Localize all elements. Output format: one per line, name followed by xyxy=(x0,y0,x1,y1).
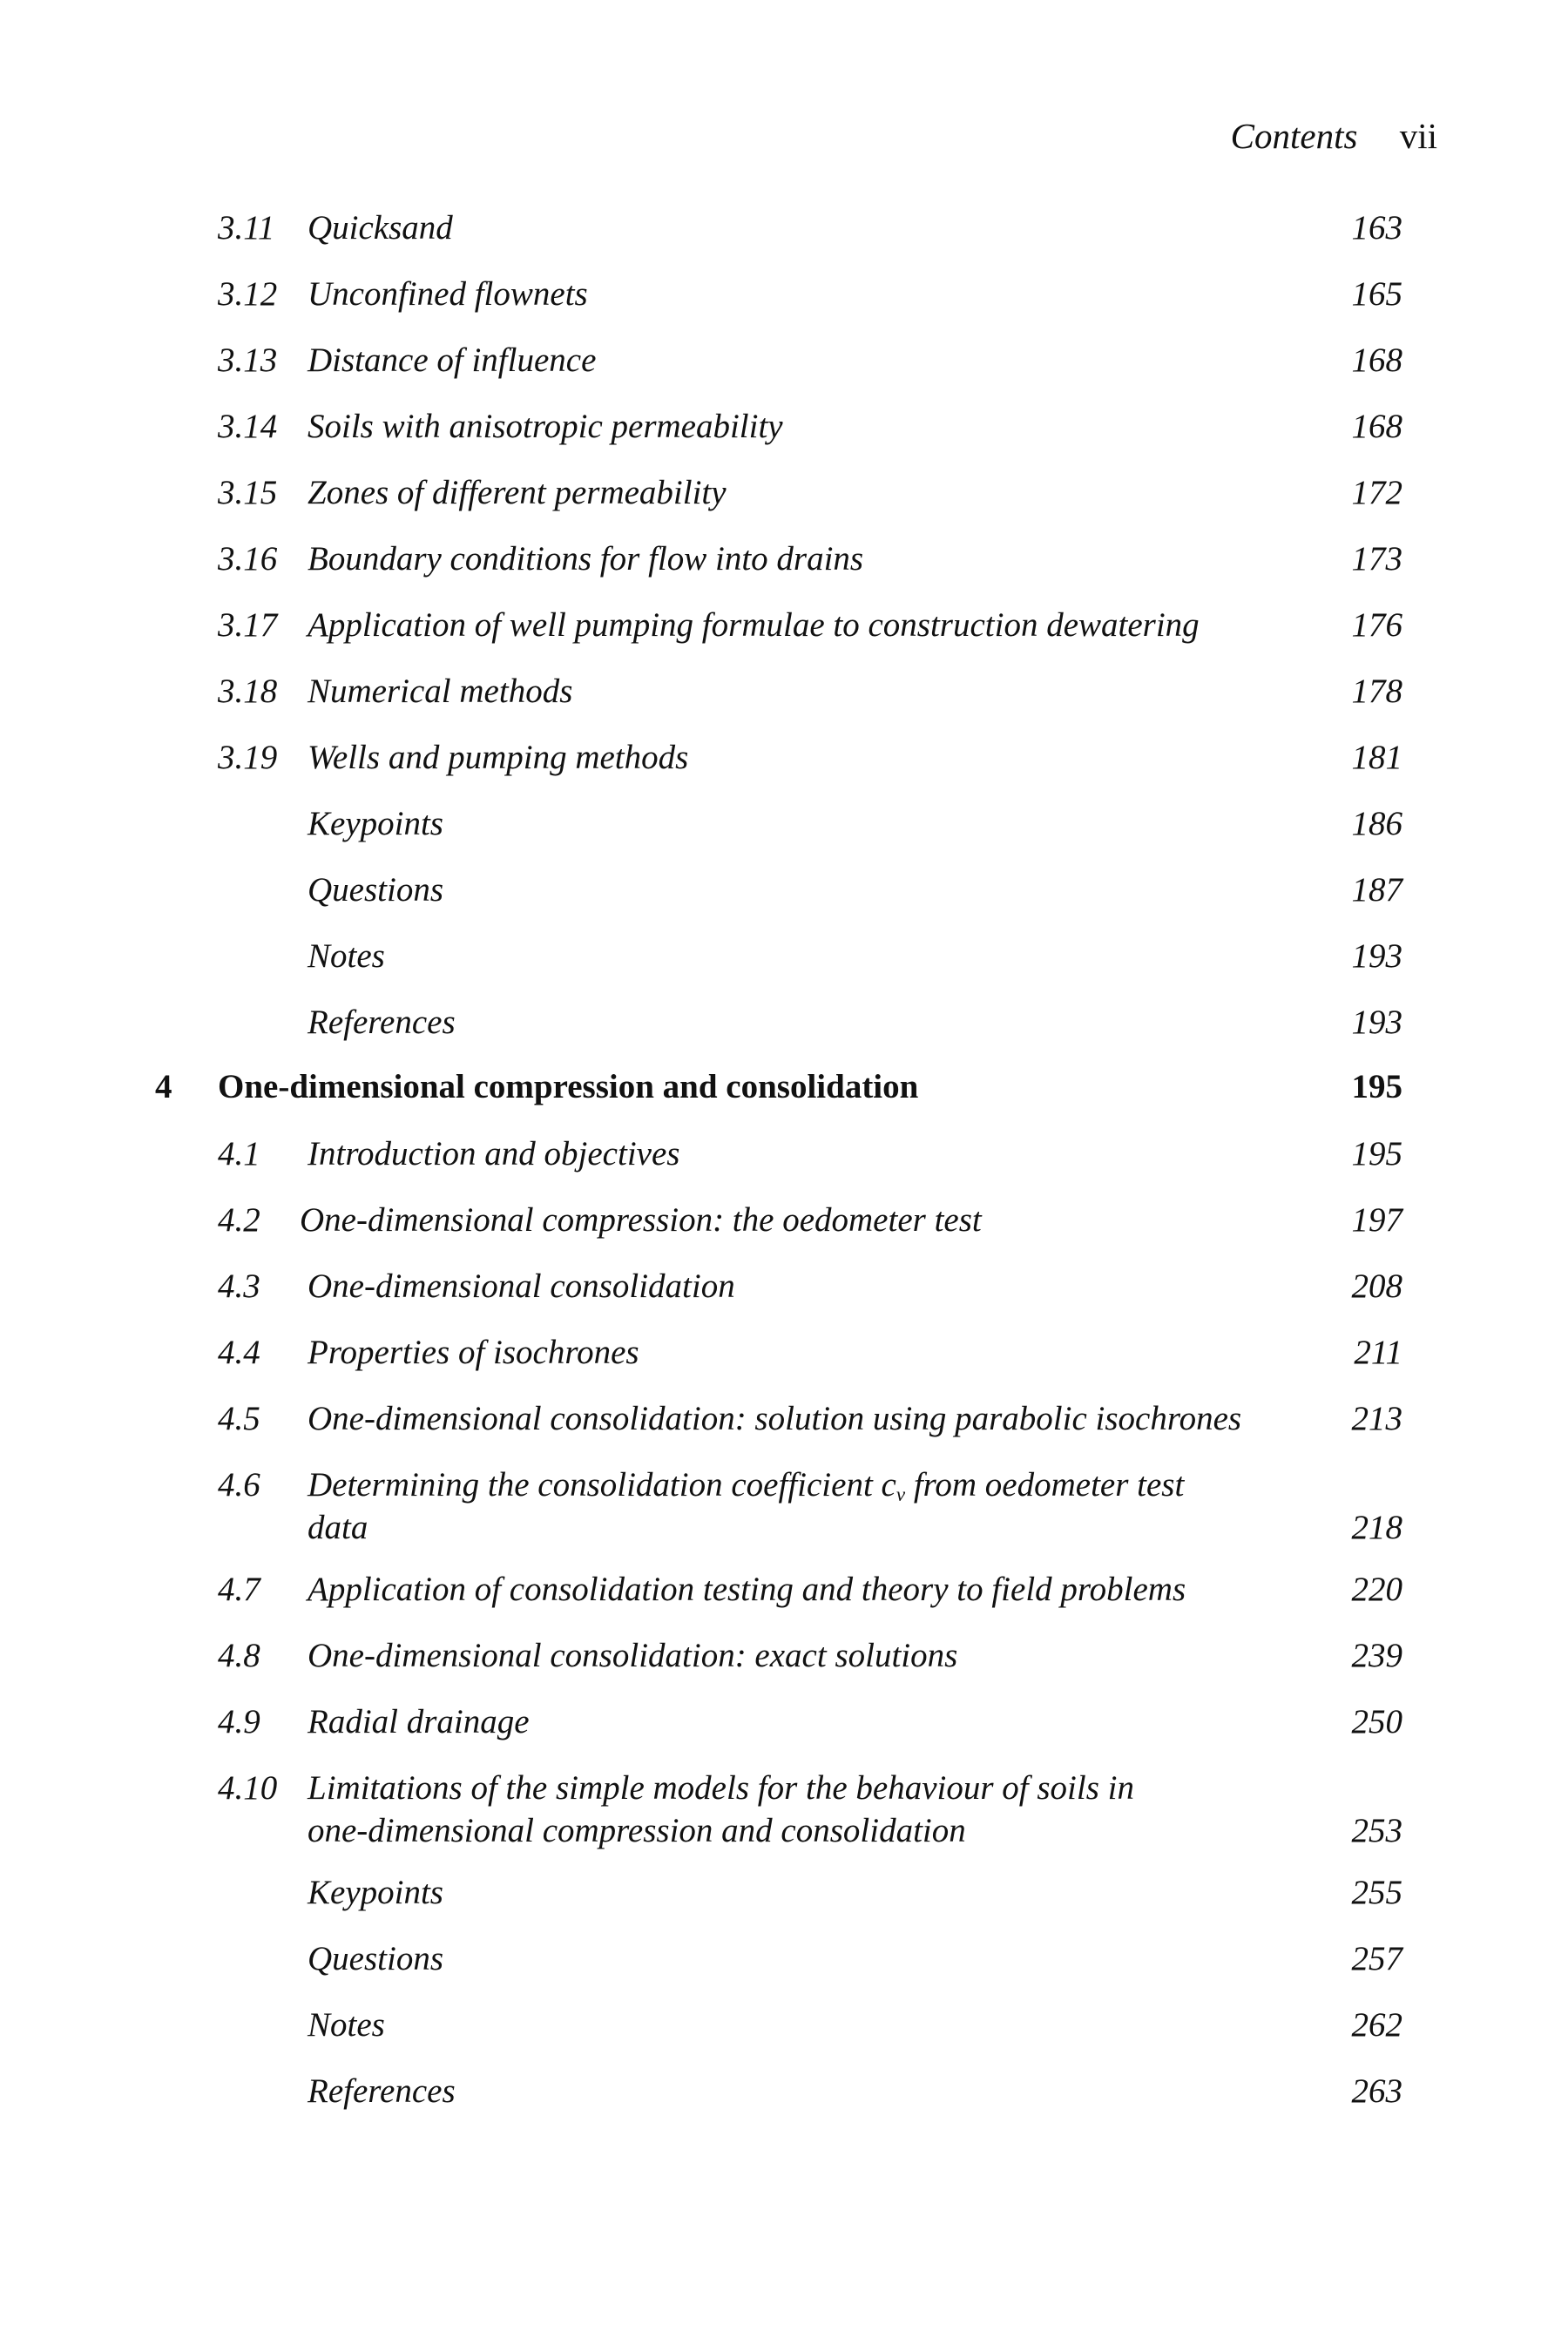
toc-section-title: Introduction and objectives xyxy=(308,1135,680,1173)
toc-section-title: Keypoints xyxy=(308,1874,443,1911)
toc-section-title: One-dimensional consolidation: solution using parabolic isochrones xyxy=(308,1400,1242,1437)
toc-page-number: 168 xyxy=(1351,341,1402,379)
toc-section-title: Wells and pumping methods xyxy=(308,739,689,776)
toc-page-number: 163 xyxy=(1351,209,1402,247)
toc-section-number: 4.6 xyxy=(218,1466,260,1504)
running-header xyxy=(1231,115,1437,157)
toc-section-title: Notes xyxy=(308,2006,385,2044)
toc-section-title-part: from oedometer test xyxy=(905,1466,1185,1504)
toc-section-number: 4.8 xyxy=(218,1637,260,1674)
toc-page-number: 165 xyxy=(1351,275,1402,313)
toc-section-number: 4.9 xyxy=(218,1703,260,1740)
toc-section-title: Limitations of the simple models for the behaviour of soils in xyxy=(308,1769,1134,1807)
toc-section-number: 4.7 xyxy=(218,1571,260,1608)
toc-section-title: Numerical methods xyxy=(308,672,573,710)
toc-section-title: One-dimensional consolidation: exact solutions xyxy=(308,1637,958,1674)
toc-page-number: 239 xyxy=(1351,1637,1402,1674)
toc-section-title-part: Determining the consolidation coefficient c xyxy=(308,1466,896,1504)
toc-page-number: 250 xyxy=(1351,1703,1402,1740)
toc-page-number: 172 xyxy=(1351,474,1402,511)
toc-page-number: 213 xyxy=(1351,1400,1402,1437)
toc-page-number: 262 xyxy=(1351,2006,1402,2044)
toc-section-number: 3.18 xyxy=(218,672,278,710)
toc-page-number: 220 xyxy=(1351,1571,1402,1608)
toc-section-title: Zones of different permeability xyxy=(308,474,727,511)
toc-page-number: 195 xyxy=(1351,1135,1402,1173)
toc-page-number: 263 xyxy=(1351,2072,1402,2110)
toc-section-title: References xyxy=(308,1004,456,1041)
toc-page-number: 197 xyxy=(1351,1201,1402,1239)
toc-page-number: 195 xyxy=(1351,1068,1402,1105)
toc-section-number: 4.4 xyxy=(218,1334,260,1371)
toc-page-number: 208 xyxy=(1351,1267,1402,1305)
toc-section-number: 3.14 xyxy=(218,408,278,445)
toc-section-title: Distance of influence xyxy=(308,341,597,379)
toc-section-number: 3.16 xyxy=(218,540,278,578)
toc-page-number: 173 xyxy=(1351,540,1402,578)
toc-page-number: 193 xyxy=(1351,937,1402,975)
toc-section-number: 4.3 xyxy=(218,1267,260,1305)
toc-page-number: 187 xyxy=(1351,871,1402,909)
toc-section-number: 3.19 xyxy=(218,739,278,776)
toc-page-number: 186 xyxy=(1351,805,1402,842)
toc-page-number: 178 xyxy=(1351,672,1402,710)
toc-section-title: Boundary conditions for flow into drains xyxy=(308,540,864,578)
toc-page-number: 255 xyxy=(1351,1874,1402,1911)
toc-section-number: 4.2 xyxy=(218,1201,260,1239)
toc-chapter-number: 4 xyxy=(155,1068,172,1105)
toc-page-number: 193 xyxy=(1351,1004,1402,1041)
toc-page-number: 176 xyxy=(1351,606,1402,644)
toc-section-number: 3.15 xyxy=(218,474,278,511)
toc-section-number: 3.13 xyxy=(218,341,278,379)
toc-section-title: Notes xyxy=(308,937,385,975)
toc-page-number: 218 xyxy=(1351,1509,1402,1546)
toc-section-title: Questions xyxy=(308,871,443,909)
toc-section-title: Questions xyxy=(308,1940,443,1977)
toc-section-title: One-dimensional consolidation xyxy=(308,1267,735,1305)
toc-section-number: 4.10 xyxy=(218,1769,278,1807)
toc-section-number: 4.1 xyxy=(218,1135,260,1173)
toc-section-title: Unconfined flownets xyxy=(308,275,588,313)
toc-section-title: Properties of isochrones xyxy=(308,1334,639,1371)
toc-section-title: Soils with anisotropic permeability xyxy=(308,408,783,445)
toc-section-title: Radial drainage xyxy=(308,1703,530,1740)
running-header-title: Contents xyxy=(1230,116,1358,156)
toc-section-title: Application of consolidation testing and theory to field problems xyxy=(308,1571,1186,1608)
toc-section-title: Quicksand xyxy=(308,209,453,247)
toc-page-number: 181 xyxy=(1351,739,1402,776)
toc-section-title-continued: data xyxy=(308,1509,368,1546)
toc-section-title-continued: one-dimensional compression and consolidation xyxy=(308,1812,966,1849)
toc-section-title: One-dimensional compression: the oedometer test xyxy=(300,1201,982,1239)
page-number: vii xyxy=(1399,116,1437,156)
toc-section-title: Application of well pumping formulae to construction dewatering xyxy=(308,606,1200,644)
toc-section-number: 4.5 xyxy=(218,1400,260,1437)
toc-section-number: 3.17 xyxy=(218,606,278,644)
toc-section-number: 3.12 xyxy=(218,275,278,313)
toc-section-title: Keypoints xyxy=(308,805,443,842)
toc-chapter-title: One-dimensional compression and consolidation xyxy=(218,1068,919,1105)
toc-section-title: References xyxy=(308,2072,456,2110)
toc-page-number: 257 xyxy=(1351,1940,1402,1977)
toc-page-number: 211 xyxy=(1354,1334,1402,1371)
toc-section-number: 3.11 xyxy=(218,209,275,247)
subscript-v: v xyxy=(896,1484,906,1505)
toc-page-number: 253 xyxy=(1351,1812,1402,1849)
toc-page-number: 168 xyxy=(1351,408,1402,445)
